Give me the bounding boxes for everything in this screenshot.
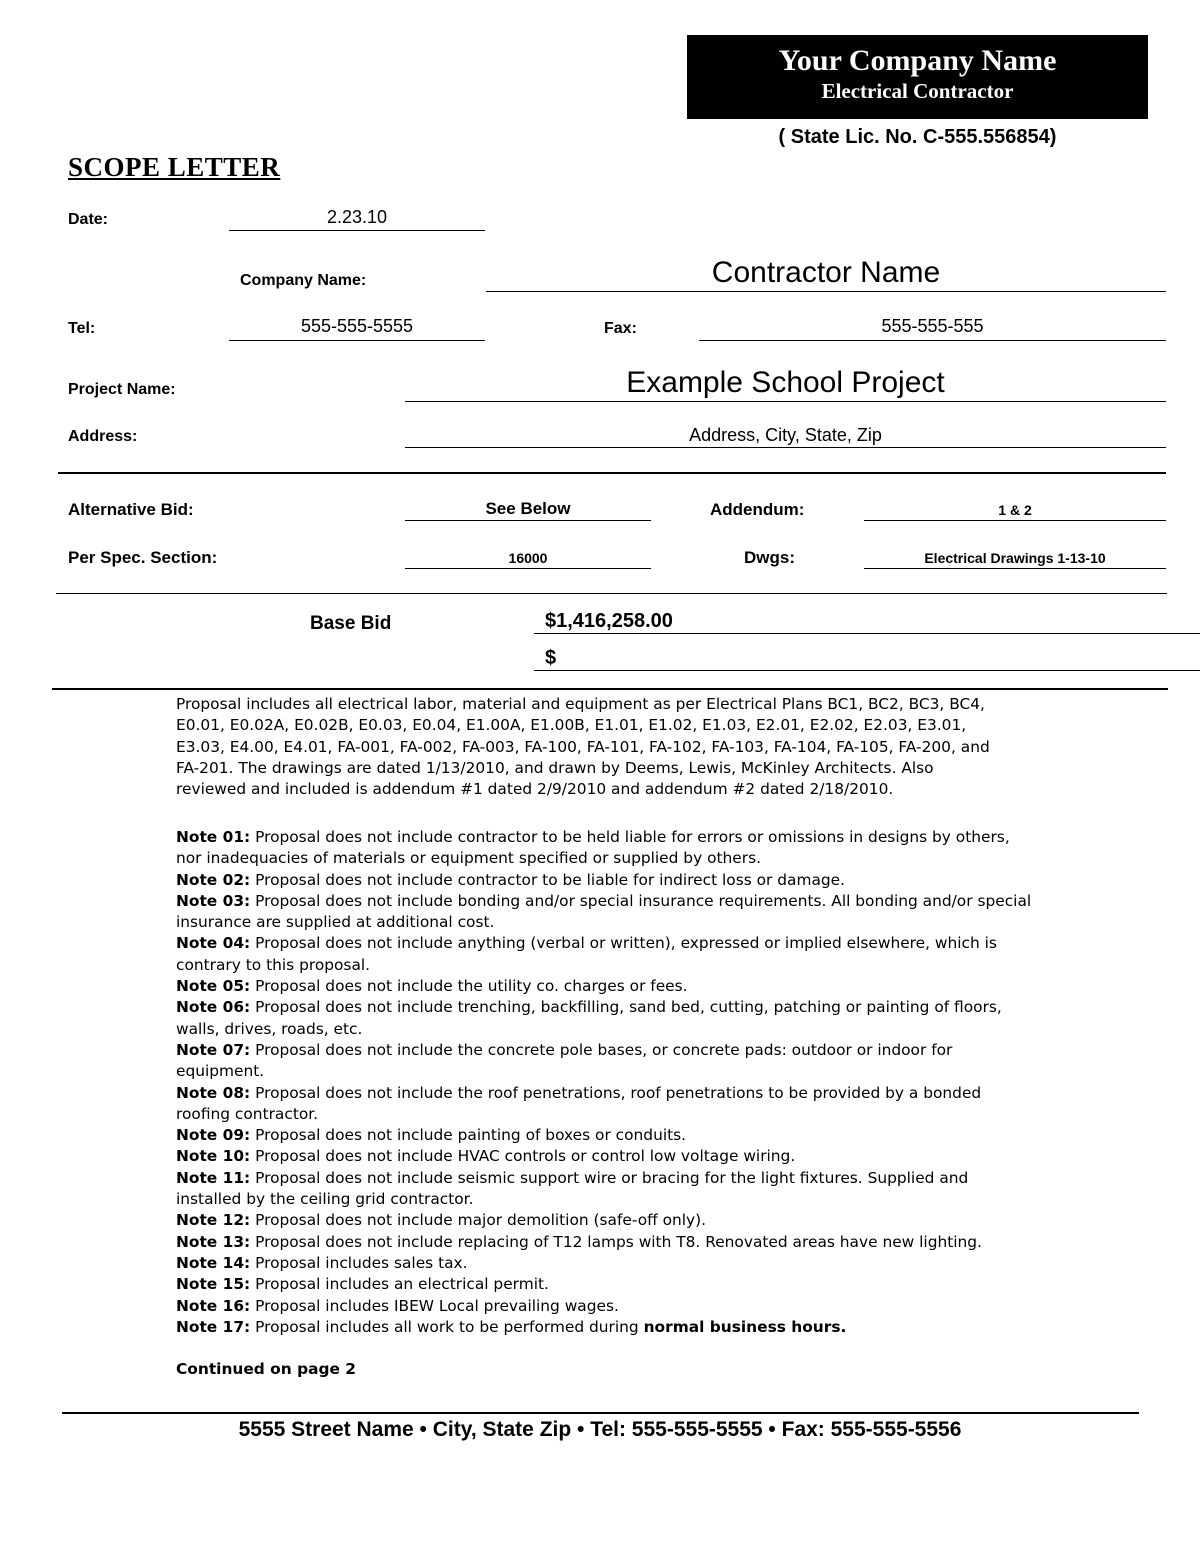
addendum-label: Addendum:: [710, 500, 805, 519]
footer-contact: 5555 Street Name • City, State Zip • Tel: 555-555-5555 • Fax: 555-555-5556: [238, 1418, 962, 1441]
note-item: Note 15: Proposal includes an electrical permit.: [176, 1275, 549, 1294]
note-item: Note 07: Proposal does not include the concrete pole bases, or concrete pads: outdoor or indoor for equipment.: [176, 1040, 953, 1081]
second-amount: $: [534, 647, 1200, 671]
project-name-field: Example School Project: [405, 364, 1166, 402]
note-item: Note 01: Proposal does not include contractor to be held liable for errors or omissions in designs by others, nor inadequacies of materials or equipment specified or supplied by others.: [176, 828, 1010, 868]
note-item: Note 17: Proposal includes all work to be performed during normal business hours.: [176, 1317, 847, 1336]
section-divider: [52, 688, 1168, 690]
note-item: Note 12: Proposal does not include major demolition (safe-off only).: [176, 1211, 707, 1230]
company-name-field: Contractor Name: [486, 254, 1166, 292]
note-item: Note 09: Proposal does not include painting of boxes or conduits.: [176, 1126, 687, 1145]
spec-section-field: 16000: [405, 550, 651, 569]
note-item: Note 10: Proposal does not include HVAC controls or control low voltage wiring.: [176, 1147, 796, 1166]
project-name-label: Project Name:: [68, 381, 176, 398]
note-item: Note 13: Proposal does not include replacing of T12 lamps with T8. Renovated areas have new lighting.: [176, 1232, 982, 1251]
notes-list: [176, 827, 1036, 1338]
note-item: Note 16: Proposal includes IBEW Local prevailing wages.: [176, 1296, 619, 1315]
tel-field: 555-555-5555: [229, 316, 485, 341]
date-field: 2.23.10: [229, 207, 485, 231]
date-label: Date:: [68, 211, 109, 228]
base-bid-amount: $1,416,258.00: [534, 610, 1200, 634]
address-field: Address, City, State, Zip: [405, 425, 1166, 448]
note-item: Note 08: Proposal does not include the roof penetrations, roof penetrations to be provided by a bonded roofing contractor.: [176, 1083, 982, 1123]
spec-section-label: Per Spec. Section:: [68, 548, 218, 567]
section-divider: [56, 593, 1167, 594]
alternative-bid-field: See Below: [405, 499, 651, 521]
company-header-box: [687, 35, 1148, 119]
note-item: Note 11: Proposal does not include seismic support wire or bracing for the light fixtures. Supplied and installed by the ceiling grid contractor.: [176, 1168, 969, 1209]
addendum-field: 1 & 2: [864, 502, 1166, 521]
note-item: Note 05: Proposal does not include the utility co. charges or fees.: [176, 977, 688, 996]
document-title: SCOPE LETTER: [68, 152, 281, 182]
footer-divider: [62, 1412, 1139, 1414]
base-bid-label: Base Bid: [310, 613, 392, 634]
section-divider: [58, 472, 1166, 474]
continued-note: Continued on page 2: [176, 1360, 356, 1378]
company-name-label: Company Name:: [240, 272, 367, 289]
note-item: Note 06: Proposal does not include trenching, backfilling, sand bed, cutting, patching or painting of floors, walls, drives, roads, etc.: [176, 998, 1002, 1038]
fax-field: 555-555-555: [699, 316, 1166, 341]
note-item: Note 02: Proposal does not include contractor to be liable for indirect loss or damage.: [176, 870, 846, 889]
note-item: Note 04: Proposal does not include anything (verbal or written), expressed or implied elsewhere, which is contrary to this proposal.: [176, 934, 997, 974]
alternative-bid-label: Alternative Bid:: [68, 500, 194, 519]
dwgs-label: Dwgs:: [744, 548, 795, 567]
company-subtitle: Electrical Contractor: [821, 79, 1014, 103]
license-number: ( State Lic. No. C-555.556854): [778, 126, 1057, 148]
address-label: Address:: [68, 428, 138, 445]
dwgs-field: Electrical Drawings 1-13-10: [864, 550, 1166, 569]
note-item: Note 03: Proposal does not include bonding and/or special insurance requirements. All bonding and/or special insurance are supplied at additional cost.: [176, 891, 1032, 932]
note-item: Note 14: Proposal includes sales tax.: [176, 1253, 468, 1272]
company-name: Your Company Name: [778, 44, 1057, 77]
fax-label: Fax:: [604, 320, 637, 337]
tel-label: Tel:: [68, 320, 96, 337]
proposal-intro: Proposal includes all electrical labor, material and equipment as per Electrical Plans BC1, BC2, BC3, BC4, E0.01, E0.02A, E0.02B, E0.03, E0.04, E1.00A, E1.00B, E1.01, E1.02, E1.03, E2.01, E2.02, E2.03, E3.01, E3.03, E4.00, E4.01, FA-001, FA-002, FA-003, FA-100, FA-101, FA-102, FA-103, FA-104, FA-105, FA-200, and FA-201. The drawings are dated 1/13/2010, and drawn by Deems, Lewis, McKinley Architects. Also reviewed and included is addendum #1 dated 2/9/2010 and addendum #2 dated 2/18/2010.: [176, 695, 990, 799]
